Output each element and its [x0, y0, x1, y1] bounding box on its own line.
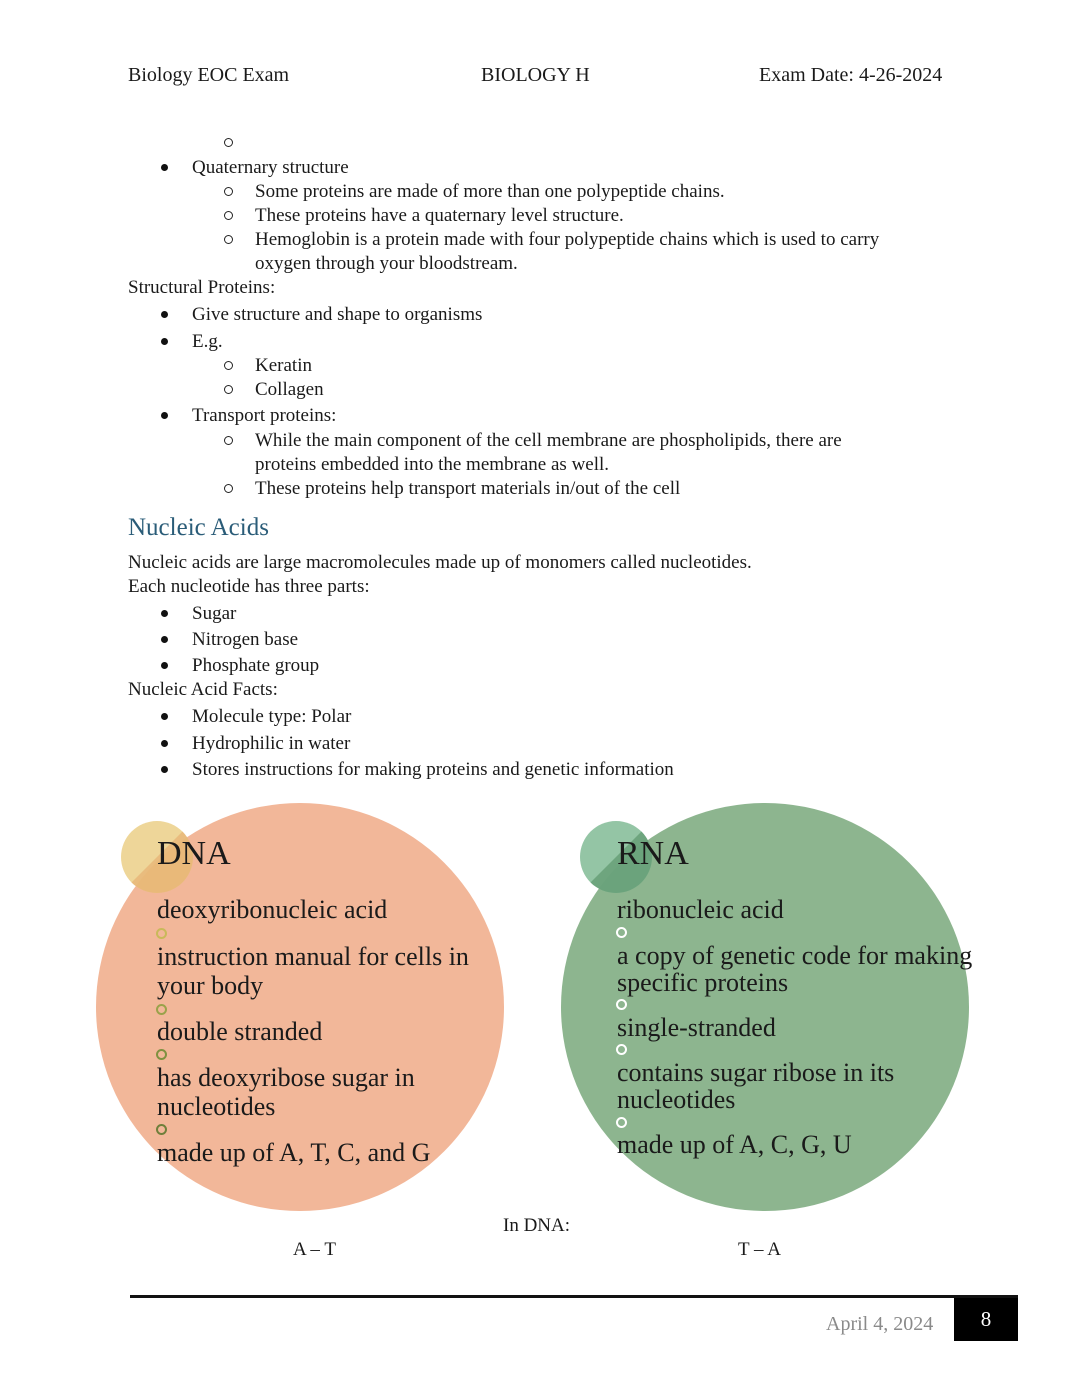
empty-sub-bullet — [224, 138, 233, 147]
nucleic-line: Nucleic acids are large macromolecules made up of monomers called nucleotides. — [128, 552, 752, 573]
quaternary-item: Hemoglobin is a protein made with four polypeptide chains which is used to carry — [255, 229, 880, 250]
bullet — [161, 164, 168, 171]
structural-bullet: E.g. — [192, 331, 223, 352]
eg-item: Collagen — [255, 379, 324, 400]
header-center: BIOLOGY H — [481, 64, 590, 86]
rna-item-marker — [616, 927, 627, 938]
dna-item: instruction manual for cells in — [157, 942, 469, 971]
rna-item-marker — [616, 999, 627, 1010]
nucleotide-part: Sugar — [192, 603, 237, 624]
quaternary-item: oxygen through your bloodstream. — [255, 253, 518, 274]
bullet — [161, 662, 168, 669]
sub-bullet — [224, 235, 233, 244]
transport-item: While the main component of the cell membrane are phospholipids, there are — [255, 430, 842, 451]
structural-heading: Structural Proteins: — [128, 277, 276, 298]
pairs-heading: In DNA: — [503, 1215, 571, 1236]
rna-item: nucleotides — [617, 1085, 736, 1114]
fact-item: Stores instructions for making proteins and genetic information — [192, 759, 674, 780]
sub-bullet — [224, 211, 233, 220]
sub-bullet — [224, 361, 233, 370]
quaternary-item: Some proteins are made of more than one polypeptide chains. — [255, 181, 725, 202]
bullet — [161, 740, 168, 747]
rna-item-marker — [616, 1117, 627, 1128]
facts-heading: Nucleic Acid Facts: — [128, 679, 278, 700]
pair-right: T – A — [738, 1239, 781, 1260]
rna-item: contains sugar ribose in its — [617, 1058, 895, 1087]
dna-item: nucleotides — [157, 1092, 276, 1121]
dna-item: made up of A, T, C, and G — [157, 1138, 431, 1167]
header-left: Biology EOC Exam — [128, 64, 290, 86]
rna-item-marker — [616, 1044, 627, 1055]
nucleotide-part: Nitrogen base — [192, 629, 299, 650]
bullet — [161, 713, 168, 720]
structural-bullet: Transport proteins: — [192, 405, 337, 426]
bullet — [161, 338, 168, 345]
rna-item: specific proteins — [617, 968, 789, 997]
structural-bullet: Give structure and shape to organisms — [192, 304, 483, 325]
bullet — [161, 766, 168, 773]
rna-item: single-stranded — [617, 1013, 776, 1042]
rna-title: RNA — [617, 835, 689, 872]
bullet — [161, 610, 168, 617]
dna-item: your body — [157, 971, 264, 1000]
dna-item-marker — [156, 928, 167, 939]
quaternary-item: These proteins have a quaternary level structure. — [255, 205, 624, 226]
transport-item: These proteins help transport materials in/out of the cell — [255, 478, 681, 499]
rna-item: a copy of genetic code for making — [617, 941, 973, 970]
fact-item: Hydrophilic in water — [192, 733, 351, 754]
sub-bullet — [224, 385, 233, 394]
dna-item-marker — [156, 1004, 167, 1015]
footer-date: April 4, 2024 — [826, 1313, 934, 1335]
dna-item: deoxyribonucleic acid — [157, 895, 388, 924]
eg-item: Keratin — [255, 355, 312, 376]
fact-item: Molecule type: Polar — [192, 706, 352, 727]
header-right: Exam Date: 4-26-2024 — [759, 64, 943, 86]
rna-item: ribonucleic acid — [617, 895, 784, 924]
nucleic-line: Each nucleotide has three parts: — [128, 576, 370, 597]
sub-bullet — [224, 187, 233, 196]
dna-title: DNA — [157, 835, 231, 872]
nucleotide-part: Phosphate group — [192, 655, 320, 676]
bullet — [161, 636, 168, 643]
bullet — [161, 311, 168, 318]
dna-item: double stranded — [157, 1017, 323, 1046]
rna-item: made up of A, C, G, U — [617, 1130, 852, 1159]
pair-left: A – T — [293, 1239, 336, 1260]
transport-item: proteins embedded into the membrane as well. — [255, 454, 610, 475]
dna-item-marker — [156, 1049, 167, 1060]
section-title: Nucleic Acids — [128, 514, 269, 541]
bullet — [161, 412, 168, 419]
dna-item-marker — [156, 1124, 167, 1135]
sub-bullet — [224, 484, 233, 493]
dna-item: has deoxyribose sugar in — [157, 1063, 415, 1092]
footer-rule — [130, 1295, 1018, 1298]
quaternary-heading: Quaternary structure — [192, 157, 349, 178]
sub-bullet — [224, 436, 233, 445]
page-number: 8 — [980, 1307, 992, 1331]
